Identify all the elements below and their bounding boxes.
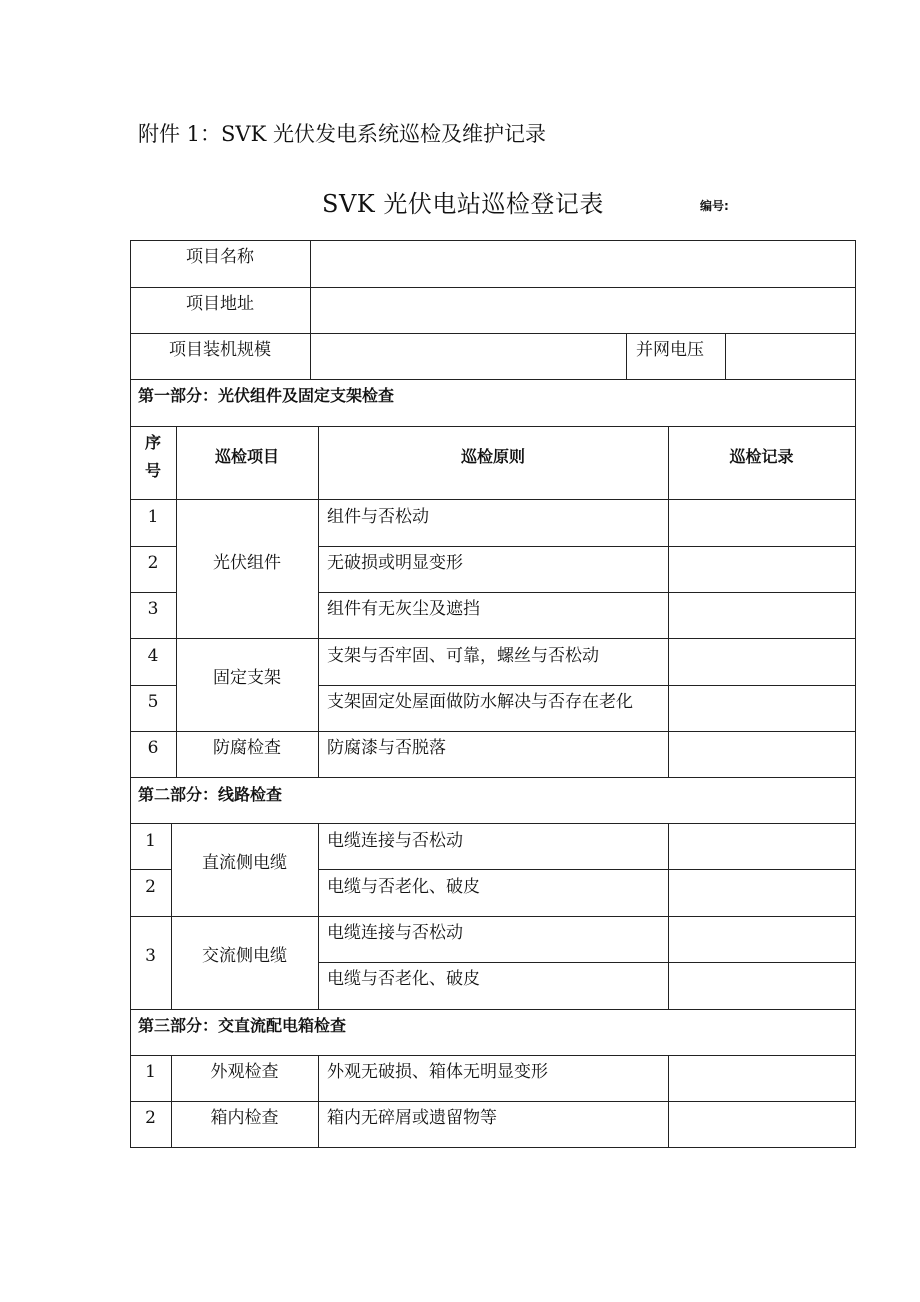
record-header: 巡检记录 <box>729 447 794 466</box>
principle-text: 电缆连接与否松动 <box>327 923 463 943</box>
form-title: SVK 光伏电站巡检登记表 <box>322 190 604 218</box>
grid-voltage-label: 并网电压 <box>636 340 704 360</box>
item-header: 巡检项目 <box>214 447 279 466</box>
principle-text: 箱内无碎屑或遗留物等 <box>327 1108 497 1128</box>
group-fixed-bracket: 固定支架 <box>213 668 281 688</box>
row-number: 1 <box>145 831 156 851</box>
item-inside-box-check: 箱内检查 <box>210 1108 279 1128</box>
project-address-label: 项目地址 <box>186 294 254 314</box>
principle-text: 外观无破损、箱体无明显变形 <box>327 1062 548 1082</box>
grid-line <box>130 379 856 380</box>
grid-line <box>130 638 856 639</box>
grid-line <box>318 1055 319 1148</box>
grid-line <box>318 426 319 778</box>
grid-line <box>130 592 176 593</box>
principle-text: 电缆连接与否松动 <box>327 831 463 851</box>
grid-line <box>130 1101 856 1102</box>
grid-line <box>318 962 856 963</box>
grid-line <box>176 426 177 778</box>
grid-line <box>130 546 176 547</box>
item-appearance-check: 外观检查 <box>210 1062 279 1082</box>
grid-line <box>318 546 856 547</box>
project-name-label: 项目名称 <box>186 247 254 267</box>
seq-header-line1: 序 <box>144 433 161 452</box>
grid-line <box>130 499 856 500</box>
grid-line <box>130 685 176 686</box>
grid-line <box>318 592 856 593</box>
row-number: 1 <box>147 507 159 527</box>
row-number: 4 <box>147 646 159 666</box>
table-border-top <box>130 240 856 241</box>
table-border-right <box>855 240 856 1148</box>
row-number: 2 <box>145 877 156 897</box>
group-anticorrosion: 防腐检查 <box>213 738 281 758</box>
principle-text: 无破损或明显变形 <box>327 553 463 573</box>
principle-header: 巡检原则 <box>460 447 525 466</box>
part2-title: 第二部分：线路检查 <box>138 785 283 804</box>
grid-line <box>725 333 726 380</box>
grid-line <box>318 685 856 686</box>
grid-line <box>130 333 856 334</box>
grid-line <box>318 869 856 870</box>
row-number: 2 <box>147 553 159 573</box>
install-scale-label: 项目装机规模 <box>169 340 271 360</box>
grid-line <box>130 916 856 917</box>
seq-header-line2: 号 <box>144 461 161 480</box>
principle-text: 支架与否牢固、可靠，螺丝与否松动 <box>327 646 599 666</box>
principle-text: 电缆与否老化、破皮 <box>327 969 480 989</box>
grid-line <box>130 869 171 870</box>
grid-line <box>318 823 319 1010</box>
principle-text: 组件与否松动 <box>327 507 429 527</box>
grid-line <box>310 240 311 380</box>
grid-line <box>626 333 627 380</box>
group-ac-cable: 交流侧电缆 <box>202 946 287 966</box>
part1-title: 第一部分：光伏组件及固定支架检查 <box>138 386 395 405</box>
principle-text: 组件有无灰尘及遮挡 <box>327 599 480 619</box>
grid-line <box>668 823 669 1010</box>
row-number: 3 <box>145 946 156 966</box>
grid-line <box>130 426 856 427</box>
row-number: 3 <box>147 599 159 619</box>
grid-line <box>130 777 856 778</box>
grid-line <box>130 823 856 824</box>
row-number: 6 <box>147 738 159 758</box>
principle-text: 支架固定处屋面做防水解决与否存在老化 <box>327 692 633 712</box>
grid-line <box>130 731 856 732</box>
group-pv-modules: 光伏组件 <box>213 553 281 573</box>
grid-line <box>171 823 172 1010</box>
row-number: 2 <box>145 1108 156 1128</box>
grid-line <box>668 1055 669 1148</box>
part3-title: 第三部分：交直流配电箱检查 <box>138 1016 347 1035</box>
table-border-bottom <box>130 1147 856 1148</box>
document-number-label: 编号: <box>700 199 729 213</box>
principle-text: 电缆与否老化、破皮 <box>327 877 480 897</box>
grid-line <box>130 1055 856 1056</box>
principle-text: 防腐漆与否脱落 <box>327 738 446 758</box>
row-number: 1 <box>145 1062 156 1082</box>
grid-line <box>668 426 669 778</box>
attachment-heading: 附件 1：SVK 光伏发电系统巡检及维护记录 <box>138 122 546 146</box>
grid-line <box>130 287 856 288</box>
group-dc-cable: 直流侧电缆 <box>202 853 287 873</box>
row-number: 5 <box>147 692 159 712</box>
grid-line <box>130 1009 856 1010</box>
